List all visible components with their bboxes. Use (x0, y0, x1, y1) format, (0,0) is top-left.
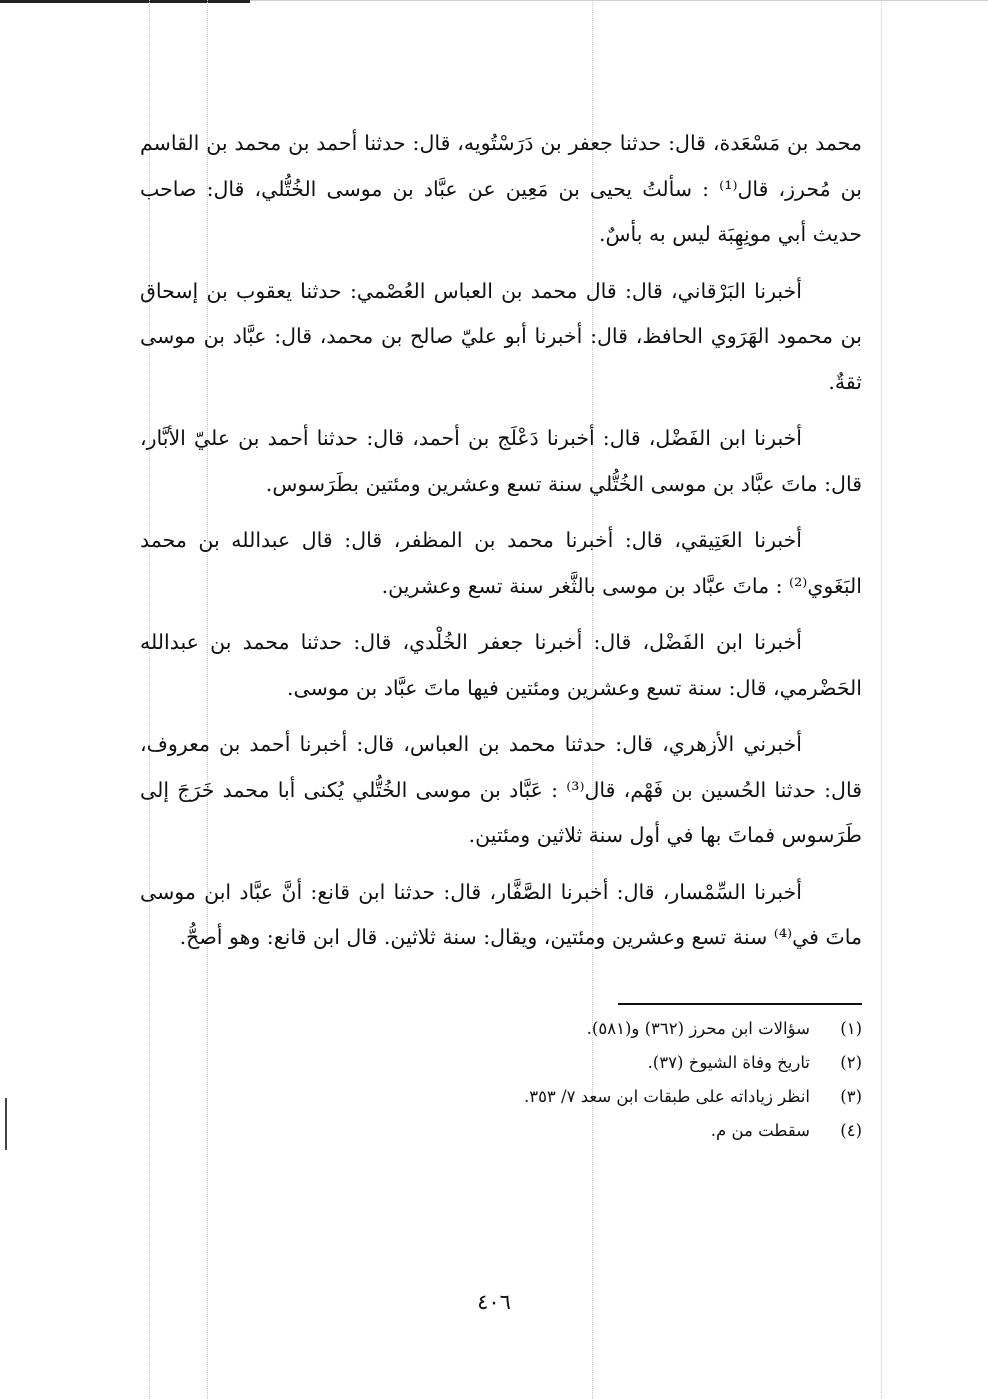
page-number: ٤٠٦ (477, 1290, 511, 1314)
footnote-number: (٤) (840, 1121, 862, 1140)
footnote-text: تاريخ وفاة الشيوخ (٣٧). (647, 1053, 810, 1072)
footnotes (380, 1012, 862, 1148)
footnote-text: سؤالات ابن محرز (٣٦٢) و(٥٨١). (586, 1019, 810, 1038)
scan-line (881, 0, 882, 1399)
footnote-text: سقطت من م. (710, 1121, 810, 1140)
footnote-text: انظر زياداته على طبقات ابن سعد ٧/ ٣٥٣. (523, 1087, 810, 1106)
paragraph-5: أخبرنا ابن الفَضْل، قال: أخبرنا جعفر الخُلْدي، قال: حدثنا محمد بن عبدالله الحَضْرمي، قال: سنة تسع وعشرين ومئتين فيها ماتَ عبَّاد بن موسى. (140, 630, 862, 700)
scan-top-rule (0, 0, 250, 3)
footnote-3 (380, 1080, 862, 1114)
footnote-separator (618, 1003, 862, 1005)
paragraph-6: أخبرني الأزهري، قال: حدثنا محمد بن العباس، قال: أخبرنا أحمد بن معروف، قال: حدثنا الحُسين بن فَهْم، قال⁽³⁾ : عَبَّاد بن موسى الخُتُّلي يُكنى أبا محمد خَرَجَ إلى طَرَسوس فماتَ بها في أول سنة ثلاثين ومئتين. (140, 732, 862, 847)
paragraph-3: أخبرنا ابن الفَضْل، قال: أخبرنا دَعْلَج بن أحمد، قال: حدثنا أحمد بن عليّ الأبَّار، قال: ماتَ عبَّاد بن موسى الخُتُّلي سنة تسع وعشرين ومئتين بطَرَسوس. (140, 426, 862, 496)
paragraph-4: أخبرنا العَتِيقي، قال: أخبرنا محمد بن المظفر، قال: قال عبدالله بن محمد البَغَوي⁽²⁾ : ماتَ عبَّاد بن موسى بالثَّغر سنة تسع وعشرين. (140, 528, 862, 598)
footnote-1 (380, 1012, 862, 1046)
footnote-number: (٢) (840, 1053, 862, 1072)
scan-margin-mark (5, 1098, 7, 1150)
paragraph-7: أخبرنا السِّمْسار، قال: أخبرنا الصَّفَّار، قال: حدثنا ابن قانع: أنَّ عبَّاد ابن موسى ماتَ في⁽⁴⁾ سنة تسع وعشرين ومئتين، ويقال: سنة ثلاثين. قال ابن قانع: وهو أصحُّ. (140, 879, 862, 949)
footnote-4 (380, 1114, 862, 1148)
paragraph-1: محمد بن مَسْعَدة، قال: حدثنا جعفر بن دَرَسْتُويه، قال: حدثنا أحمد بن محمد بن القاسم بن مُحرز، قال⁽¹⁾ : سألتُ يحيى بن مَعِين عن عبَّاد بن موسى الخُتُّلي، قال: صاحب حديث أبي مونِهِبَة ليس به بأسٌ. (140, 131, 862, 246)
paragraph-2: أخبرنا البَرْقاني، قال: قال محمد بن العباس العُصْمي: حدثنا يعقوب بن إسحاق بن محمود الهَرَوي الحافظ، قال: أخبرنا أبو عليّ صالح بن محمد، قال: عبَّاد بن موسى ثقةٌ. (140, 278, 862, 394)
footnote-number: (٣) (840, 1087, 862, 1106)
page-body (140, 121, 862, 972)
footnote-2 (380, 1046, 862, 1080)
footnote-number: (١) (840, 1019, 862, 1038)
